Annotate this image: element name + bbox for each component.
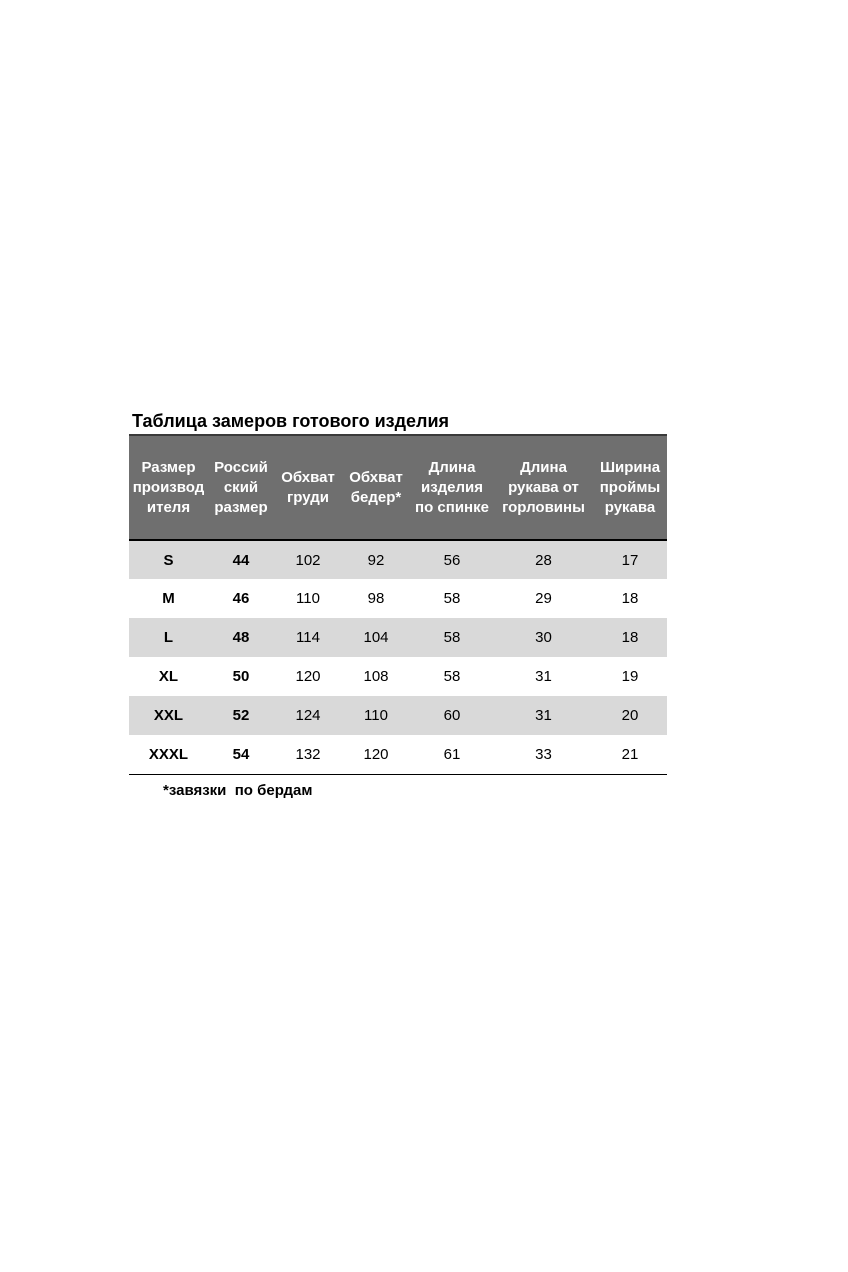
cell-sleeve-length: 31 [494, 696, 593, 735]
cell-back-length: 58 [443, 668, 461, 685]
cell-sleeve-length: 33 [494, 735, 593, 774]
table-row [129, 579, 667, 618]
cell-russian-size: 50 [232, 668, 250, 685]
header-back-length: Длина изделия по спинке [410, 435, 494, 540]
cell-hip-girth: 120 [342, 735, 410, 774]
cell-manufacturer-size: L [129, 618, 208, 657]
header-russian-size: Россий ский размер [208, 435, 274, 540]
cell-russian-size: 44 [208, 540, 274, 579]
footnote: *завязки по бердам [163, 782, 313, 799]
cell-russian-size: 48 [208, 618, 274, 657]
cell-sleeve-length: 31 [535, 668, 552, 685]
cell-armhole-width: 18 [621, 590, 639, 607]
cell-chest-girth: 110 [296, 590, 320, 607]
cell-manufacturer-size: XXL [129, 696, 208, 735]
cell-hip-girth: 98 [367, 590, 385, 607]
header-armhole-width: Ширина проймы рукава [593, 435, 667, 540]
cell-russian-size: 46 [232, 590, 250, 607]
table-row [129, 657, 667, 696]
size-chart-table [129, 434, 667, 775]
header-hip-girth: Обхват бедер* [342, 435, 410, 540]
cell-armhole-width: 17 [593, 540, 667, 579]
cell-armhole-width: 21 [593, 735, 667, 774]
cell-sleeve-length: 29 [535, 590, 552, 607]
cell-hip-girth: 92 [342, 540, 410, 579]
cell-back-length: 60 [410, 696, 494, 735]
cell-hip-girth: 104 [342, 618, 410, 657]
cell-manufacturer-size: M [162, 590, 175, 607]
cell-chest-girth: 132 [274, 735, 342, 774]
cell-chest-girth: 124 [274, 696, 342, 735]
table-title: Таблица замеров готового изделия [132, 411, 450, 431]
cell-hip-girth: 108 [363, 668, 389, 685]
cell-armhole-width: 19 [621, 668, 639, 685]
cell-armhole-width: 20 [593, 696, 667, 735]
cell-back-length: 61 [410, 735, 494, 774]
cell-chest-girth: 120 [295, 668, 321, 685]
header-sleeve-length: Длина рукава от горловины [494, 435, 593, 540]
cell-sleeve-length: 30 [494, 618, 593, 657]
cell-sleeve-length: 28 [494, 540, 593, 579]
cell-manufacturer-size: XXXL [129, 735, 208, 774]
cell-russian-size: 54 [208, 735, 274, 774]
table-header-row [129, 435, 667, 540]
header-manufacturer-size: Размер производ ителя [129, 435, 208, 540]
cell-chest-girth: 102 [274, 540, 342, 579]
cell-back-length: 58 [410, 618, 494, 657]
table-row [129, 735, 667, 774]
cell-chest-girth: 114 [274, 618, 342, 657]
table-row [129, 696, 667, 735]
cell-armhole-width: 18 [593, 618, 667, 657]
table-row [129, 540, 667, 579]
cell-hip-girth: 110 [342, 696, 410, 735]
cell-back-length: 58 [443, 590, 461, 607]
cell-manufacturer-size: XL [158, 668, 179, 685]
cell-manufacturer-size: S [129, 540, 208, 579]
header-chest-girth: Обхват груди [274, 435, 342, 540]
table-row [129, 618, 667, 657]
cell-russian-size: 52 [208, 696, 274, 735]
cell-back-length: 56 [410, 540, 494, 579]
